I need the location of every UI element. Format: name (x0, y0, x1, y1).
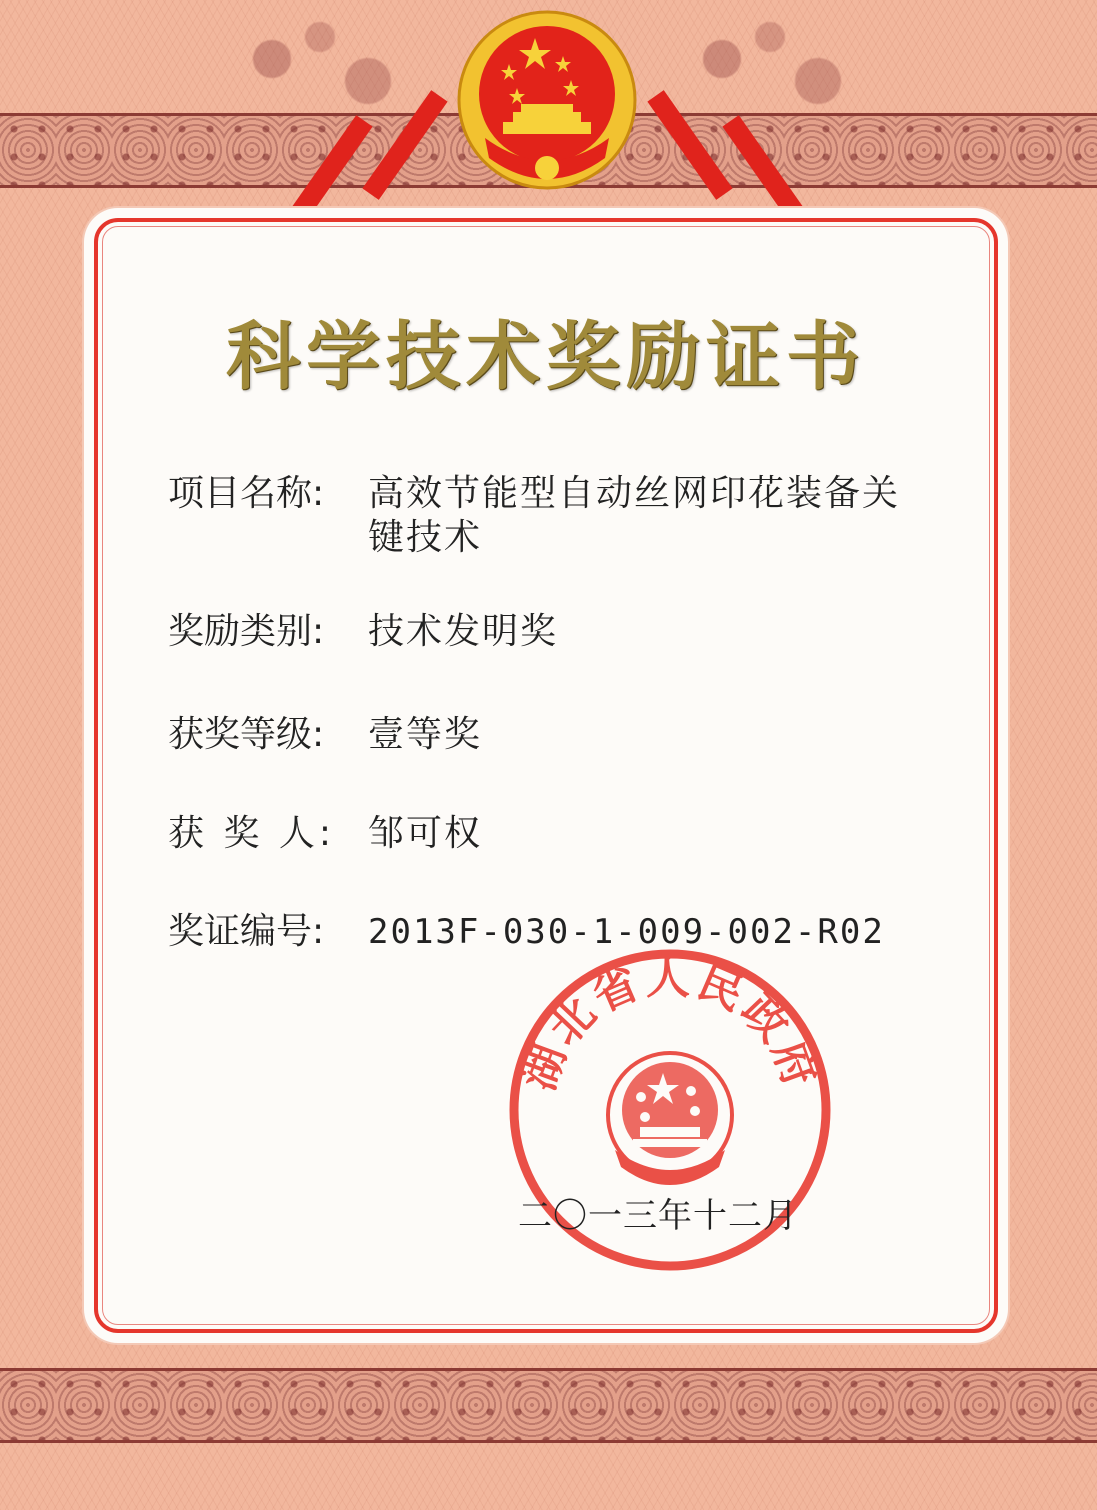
field-value: 高效节能型自动丝网印花装备关键技术 (368, 473, 901, 558)
field-value: 技术发明奖 (368, 611, 559, 652)
field-value: 邹可权 (368, 813, 483, 854)
seal-text: 湖北省人民政府 (513, 953, 827, 1097)
floral-ornament-left (200, 15, 440, 125)
certificate-title: 科学技术奖励证书 (226, 314, 866, 400)
issue-date: 二〇一三年十二月 (518, 1196, 798, 1236)
field-label: 奖励类别: (168, 611, 325, 652)
national-emblem-icon (608, 1053, 732, 1185)
floral-ornament-right (650, 15, 890, 125)
bottom-band-line (0, 1368, 1097, 1371)
field-label: 获 奖 人: (168, 813, 336, 854)
field-label: 奖证编号: (168, 911, 325, 952)
field-label: 获奖等级: (168, 714, 325, 755)
bottom-border-band (0, 1370, 1097, 1440)
field-value: 壹等奖 (368, 714, 483, 755)
national-emblem-icon (455, 8, 640, 200)
field-label: 项目名称: (168, 473, 325, 514)
bottom-band-line-lower (0, 1440, 1097, 1443)
field-value: 2013F-030-1-009-002-R02 (368, 912, 885, 952)
